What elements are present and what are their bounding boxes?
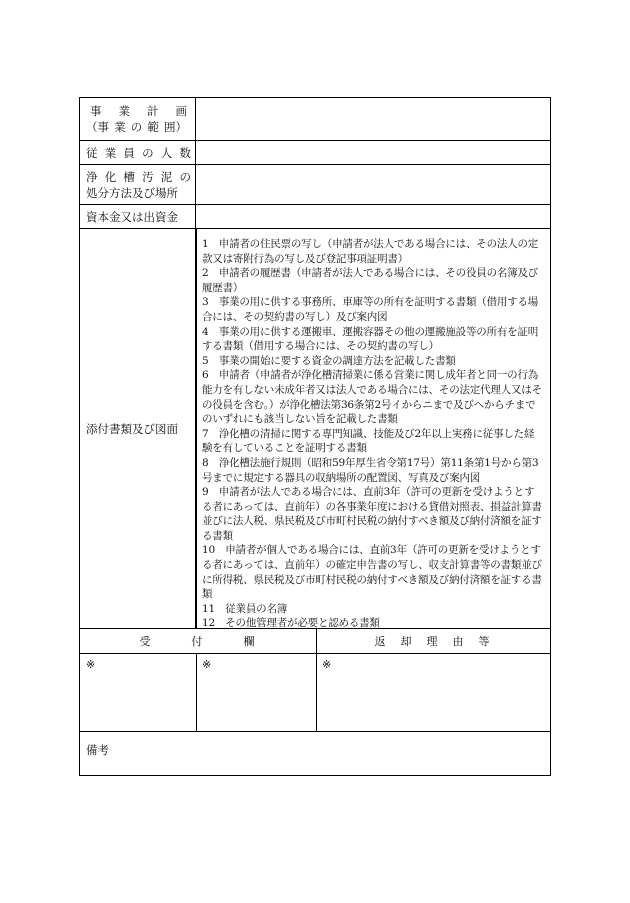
- attachment-item: 11 従業員の名簿: [202, 602, 288, 615]
- attachment-item: 8 浄化槽法施行規則（昭和59年厚生省令第17号）第11条第1号から第3号までに規定する器具の収納場所の配置図、写真及び案内図: [202, 456, 539, 484]
- attachment-item: 6 申請者（申請者が浄化槽清掃業に係る営業に関し成年者と同一の行為能力を有しない未成年者又は法人である場合には、その法定代理人又はその役員を含む。）が浄化槽法第36条第2号イからニまで及びへからチまでのいずれにも該当しない旨を記載した書類: [202, 369, 542, 426]
- capital-label: [80, 205, 196, 228]
- row-capital: [80, 205, 550, 229]
- attachment-item: 1 申請者の住民票の写し（申請者が法人である場合には、その法人の定款又は寄附行為の写し及び登記事項証明書）: [202, 238, 539, 265]
- sludge-disposal-value[interactable]: [196, 165, 550, 204]
- reception-mark-1: ※: [86, 658, 96, 671]
- sludge-disposal-label-line1: 浄 化 槽 汚 泥 の: [86, 169, 191, 184]
- attachments-label: [80, 229, 196, 628]
- attachments-label-text: 添付書類及び図面: [86, 421, 178, 436]
- attachment-item: 5 事業の開始に要する資金の調達方法を記載した書類: [202, 354, 456, 367]
- business-plan-label: [80, 98, 196, 140]
- attachment-item: 3 事業の用に供する事務所、車庫等の所有を証明する書類（借用する場合には、その契約書の写し）及び案内図: [202, 296, 539, 323]
- row-reception-header: [80, 629, 550, 654]
- row-sludge-disposal: [80, 165, 550, 205]
- attachments-list: [202, 237, 544, 631]
- business-plan-label-line1: 事 業 計 画: [90, 104, 187, 118]
- attachment-item: 4 事業の用に供する運搬車、運搬容器その他の運搬施設等の所有を証明する書類（借用する場合には、その契約書の写し）: [202, 325, 539, 353]
- employees-label: [80, 141, 196, 164]
- row-remarks: [80, 732, 550, 777]
- return-reason-mark: ※: [322, 658, 332, 671]
- capital-label-text: 資本金又は出資金: [86, 209, 178, 224]
- employees-label-line: 従 業 員 の 人 数: [86, 145, 191, 160]
- row-reception-marks: [80, 654, 550, 732]
- row-business-plan: [80, 98, 550, 141]
- employees-value[interactable]: [196, 141, 550, 164]
- attachments-divider: [196, 229, 197, 629]
- reception-header: 受 付 欄: [139, 635, 257, 648]
- attachment-item: 9 申請者が法人である場合には、直前3年（許可の更新を受けようとする者にあっては、直前年）の各事業年度における貸借対照表、損益計算書並びに法人税、県民税及び市町村民税の納付すべき額及び納付済額を証する書類: [202, 486, 542, 542]
- business-plan-label-line2: （事 業 の 範 囲）: [86, 120, 187, 134]
- attachment-item: 12 その他管理者が必要と認める書類: [202, 617, 380, 630]
- return-reason-header: 返 却 理 由 等: [374, 635, 492, 648]
- capital-value[interactable]: [196, 205, 550, 228]
- reception-mark-2: ※: [202, 658, 212, 671]
- sludge-disposal-label: [80, 165, 196, 204]
- attachment-item: 10 申請者が個人である場合には、直前3年（許可の更新を受けようとする者にあっては、直前年）の確定申告書の写し、収支計算書等の書類並びに所得税、県民税及び市町村民税の納付すべき額及び納付済額を証する書類: [202, 544, 542, 601]
- reception-marks-divider-1: [196, 654, 197, 731]
- remarks-label: 備考: [86, 743, 109, 757]
- attachment-item: 2 申請者の履歴書（申請者が法人である場合には、その役員の名簿及び履歴書）: [202, 267, 539, 294]
- reception-marks-divider-2: [316, 654, 317, 731]
- sludge-disposal-label-line2: 処分方法及び場所: [86, 185, 178, 200]
- application-form-table: [79, 97, 551, 776]
- attachment-item: 7 浄化槽の清掃に関する専門知識、技能及び2年以上実務に従事した経験を有していることを証明する書類: [202, 427, 535, 455]
- business-plan-value[interactable]: [196, 98, 550, 140]
- row-employees: [80, 141, 550, 165]
